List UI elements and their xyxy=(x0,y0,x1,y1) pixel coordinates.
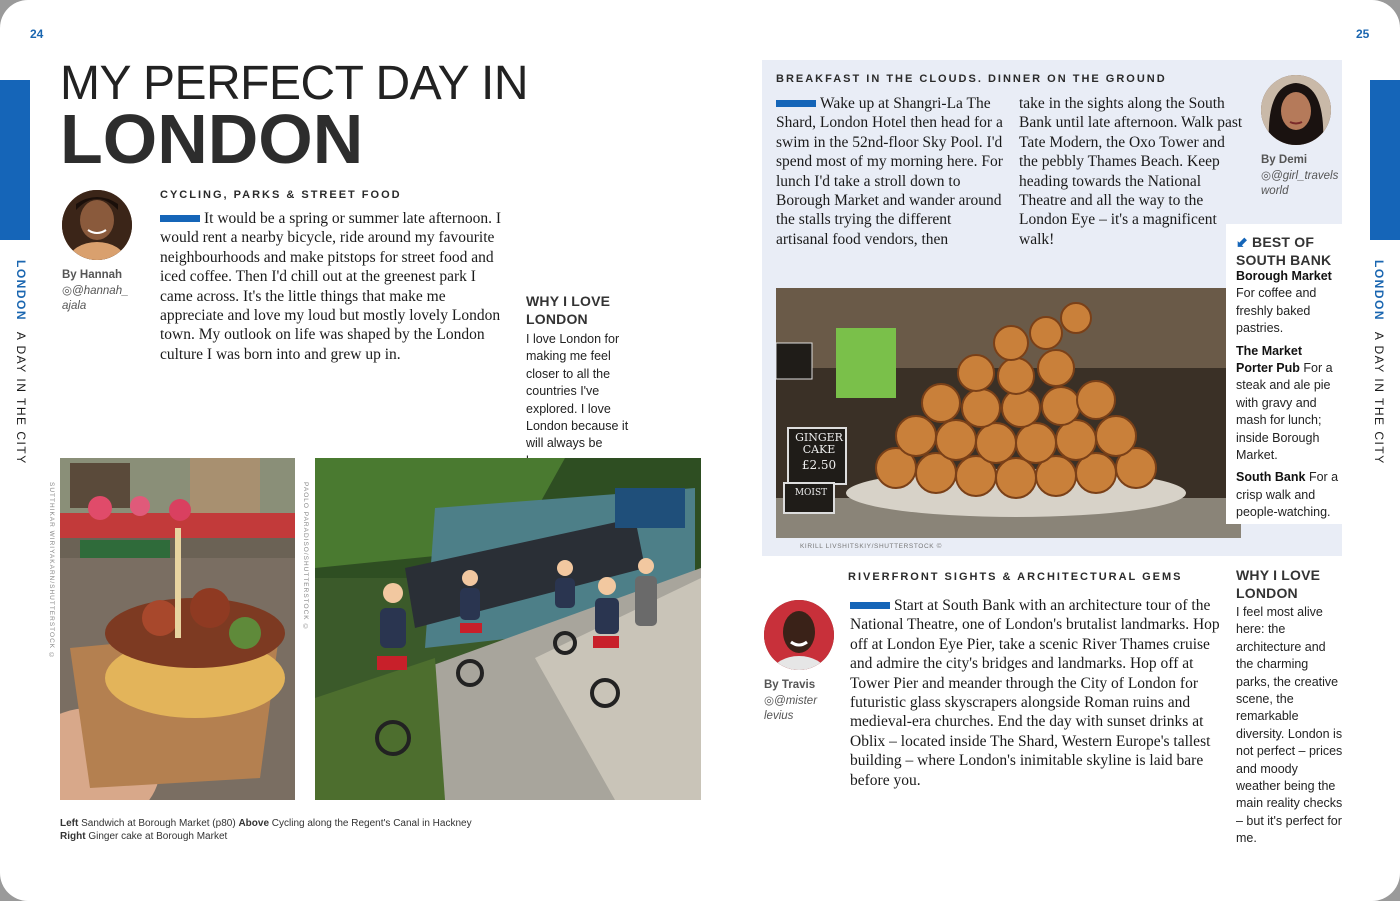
accent-bar xyxy=(160,215,200,222)
section1-heading: CYCLING, PARKS & STREET FOOD xyxy=(160,189,402,201)
best-of-item: South Bank For a crisp walk and people-watching. xyxy=(1236,470,1339,520)
avatar-demi xyxy=(1261,75,1331,145)
photo-cycling xyxy=(315,458,701,800)
ginger-cake-sign: GINGER CAKE £2.50 xyxy=(795,431,843,472)
page-title-line2: LONDON xyxy=(60,100,364,178)
right-side-tab xyxy=(1370,80,1400,240)
photo-credit-2: PAOLO PARADISO/SHUTTERSTOCK © xyxy=(302,482,309,632)
right-running-head: LONDON A DAY IN THE CITY xyxy=(1372,260,1386,465)
best-of-list xyxy=(1236,268,1340,522)
why-love-body-right: I feel most alive here: the architecture and the charming parks, the creative scene, the remarkable diversity. London is not perfect – prices and moody weather being the main reality checks – but it's perfect for me. xyxy=(1236,605,1343,846)
page-title-line1: MY PERFECT DAY IN xyxy=(60,57,529,110)
accent-bar xyxy=(776,100,816,107)
section2-col1: Wake up at Shangri-La The Shard, London Hotel then head for a swim in the 52nd-floor Sky Pool. I'd spend most of my morning here. For lunch I'd take a stroll down to Borough Market and wander around the stalls trying the different artisanal food vendors, then xyxy=(776,95,1003,248)
byline-hannah: By Hannah ◎@hannah_ ajala xyxy=(62,269,129,312)
section2-col2: take in the sights along the South Bank until late afternoon. Walk past Tate Modern, the Oxo Tower and the pebbly Thames Beach. Keep heading towards the National Theatre and all the way to the London Eye – it's a magnificent walk! xyxy=(1019,95,1243,248)
photo-ginger-cake xyxy=(776,288,1241,538)
byline-demi: By Demi ◎@girl_travels world xyxy=(1261,154,1339,197)
instagram-icon: ◎ xyxy=(1261,169,1272,182)
page-number-left: 24 xyxy=(30,27,44,41)
section3-heading: RIVERFRONT SIGHTS & ARCHITECTURAL GEMS xyxy=(848,571,1183,583)
moist-sign: MOIST xyxy=(794,488,828,498)
photo-credit-1: SUTTHIKAR WIRIYAKARN/SHUTTERSTOCK © xyxy=(48,482,55,660)
avatar-hannah xyxy=(62,190,132,260)
photo-credit-3: KIRILL LIVSHITSKIY/SHUTTERSTOCK © xyxy=(800,543,942,550)
best-of-item: The Market Porter Pub For a steak and ale pie with gravy and mash for lunch; inside Borough Market. xyxy=(1236,343,1333,463)
accent-bar xyxy=(850,602,890,609)
instagram-icon: ◎ xyxy=(62,284,73,297)
best-of-item: Borough Market For coffee and freshly baked pastries. xyxy=(1236,269,1332,336)
left-side-tab xyxy=(0,80,30,240)
photo-caption: Left Sandwich at Borough Market (p80) Above Cycling along the Regent's Canal in Hackney Right Ginger cake at Borough Market xyxy=(60,818,472,842)
best-of-heading: ⬋ BEST OF SOUTH BANK xyxy=(1236,234,1332,268)
photo-sandwich xyxy=(60,458,295,800)
avatar-travis xyxy=(764,600,834,670)
why-love-heading-right: WHY I LOVE LONDON xyxy=(1236,567,1321,601)
instagram-icon: ◎ xyxy=(764,694,775,707)
section2-heading: BREAKFAST IN THE CLOUDS. DINNER ON THE GROUND xyxy=(776,73,1167,85)
page-number-right: 25 xyxy=(1356,27,1370,41)
why-love-heading-left: WHY I LOVE LONDON xyxy=(526,293,611,327)
why-love-body-left: I love London for making me feel closer to all the countries I've explored. I love London because it will always be xyxy=(526,332,629,451)
section1-body: It would be a spring or summer late afternoon. I would rent a nearby bicycle, ride around my favourite neighbourhoods and make pitstops for street food and iced coffee. Then I'd chill out at the greenest park I came across. It's the little things that make me appreciate and love my loud but mostly lovely London town. My outlook on life was shaped by the London culture I was born into and grew up in. xyxy=(160,210,501,363)
byline-travis: By Travis ◎@mister levius xyxy=(764,679,818,722)
left-running-head: LONDON A DAY IN THE CITY xyxy=(14,260,28,465)
section3-body: Start at South Bank with an architecture tour of the National Theatre, one of London's brutalist landmarks. Hop off at London Eye Pier, take a scenic River Thames cruise and admire the city's bridges and landmarks. Hop off at Tower Pier and meander through the City of London for futuristic glass skyscrapers alongside Roman ruins and medieval-era churches. End the day with sunset drinks at Oblix – located inside The Shard, Western Europe's tallest building – where London's inimitable skyline is laid bare before you. xyxy=(850,597,1220,789)
arrow-down-left-icon: ⬋ xyxy=(1236,234,1248,250)
